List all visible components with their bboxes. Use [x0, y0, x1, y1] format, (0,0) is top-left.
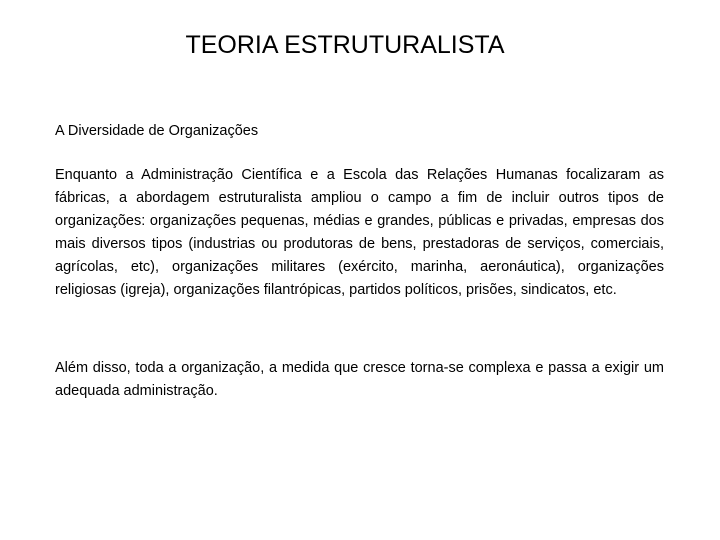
- body-paragraph-1: Enquanto a Administração Científica e a Escola das Relações Humanas focalizaram as fábricas, a abordagem estruturalista ampliou o campo a fim de incluir outros tipos de organizações: organizações pequenas, médias e grandes, públicas e privadas, empresas dos mais diversos tipos (industrias ou produtoras de bens, prestadoras de serviços, comerciais, agrícolas, etc), organizações militares (exército, marinha, aeronáutica), organizações religiosas (igreja), organizações filantrópicas, partidos políticos, prisões, sindicatos, etc.: [55, 167, 664, 298]
- slide-subtitle: A Diversidade de Organizações: [55, 123, 259, 139]
- slide-title: TEORIA ESTRUTURALISTA: [185, 31, 505, 59]
- body-paragraph-2: Além disso, toda a organização, a medida que cresce torna-se complexa e passa a exigir um adequada administração.: [55, 360, 664, 399]
